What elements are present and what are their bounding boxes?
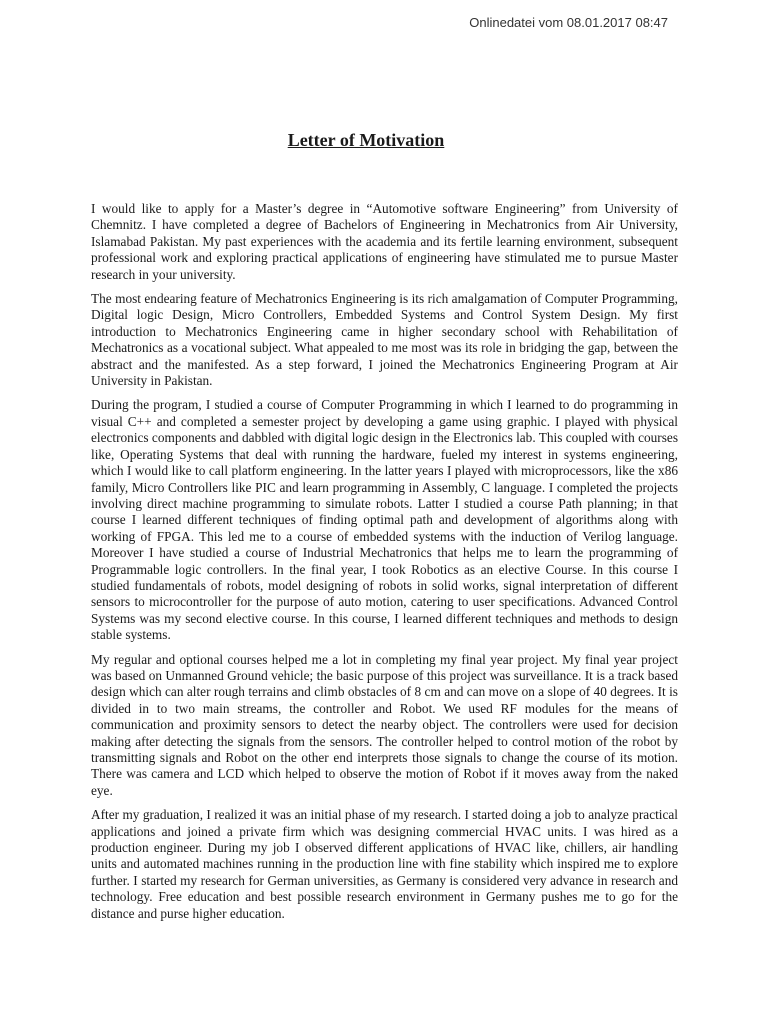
paragraph-mechatronics: The most endearing feature of Mechatronics Engineering is its rich amalgamation of Computer Programming, Digital logic Design, Micro Controllers, Embedded Systems and Control System Design. My first introduction to Mechatronics Engineering came in higher secondary school with Rehabilitation of Mechatronics as a vocational subject. What appealed to me most was its role in bridging the gap, between the abstract and the manifested. As a step forward, I joined the Mechatronics Engineering Program at Air University in Pakistan. xyxy=(91,291,678,389)
paragraph-program-courses: During the program, I studied a course of Computer Programming in which I learned to do programming in visual C++ and completed a semester project by developing a game using graphic. I played with physical electronics components and dabbled with digital logic design in the Electronics lab. This coupled with courses like, Operating Systems that deal with running the hardware, fueled my interest in systems engineering, which I would like to call platform engineering. In the latter years I played with microprocessors, like the x86 family, Micro Controllers like PIC and learn programming in Assembly, C language. I completed the projects involving direct machine programming to simulate robots. Latter I studied a course Path planning; in that course I learned different techniques of finding optimal path and development of algorithms along with working of FPGA. This led me to a course of embedded systems with the induction of Verilog language. Moreover I have studied a course of Industrial Mechatronics that helps me to learn the programming of Programmable logic controllers. In the final year, I took Robotics as an elective Course. In this course I studied fundamentals of robots, model designing of robots in solid works, signal interpretation of different sensors to microcontroller for the purpose of auto motion, catering to user specifications. Advanced Control Systems was my second elective course. In this course, I learned different techniques and methods to design stable systems. xyxy=(91,397,678,643)
paragraph-after-graduation: After my graduation, I realized it was an initial phase of my research. I started doing a job to analyze practical applications and joined a private firm which was designing commercial HVAC units. I was hired as a production engineer. During my job I observed different applications of HVAC like, chillers, air handling units and automated machines running in the production line with fine stability which inspired me to explore further. I started my research for German universities, as Germany is considered very advance in research and technology. Free education and best possible research environment in Germany pushes me to go for the distance and purse higher education. xyxy=(91,807,678,921)
paragraph-intro: I would like to apply for a Master’s degree in “Automotive software Engineering” from University of Chemnitz. I have completed a degree of Bachelors of Engineering in Mechatronics from Air University, Islamabad Pakistan. My past experiences with the academia and its fertile learning environment, subsequent professional work and exploring practical applications of engineering have stimulated me to pursue Master research in your university. xyxy=(91,201,678,282)
paragraph-final-year-project: My regular and optional courses helped me a lot in completing my final year project. My final year project was based on Unmanned Ground vehicle; the basic purpose of this project was surveillance. It is a track based design which can alter rough terrains and climb obstacles of 8 cm and can move on a slope of 40 degrees. It is divided in to two main streams, the controller and Robot. We used RF modules for the means of communication and proximity sensors to detect the nearby object. The controllers were used for decision making after detecting the signals from the sensors. The controller helped to control motion of the robot by transmitting signals and Robot on the other end interprets those signals to change the course of its motion. There was camera and LCD which helped to observe the motion of Robot if it moves away from the naked eye. xyxy=(91,651,678,798)
online-file-stamp: Onlinedatei vom 08.01.2017 08:47 xyxy=(469,15,668,30)
letter-body xyxy=(91,201,678,930)
letter-title: Letter of Motivation xyxy=(287,130,445,150)
